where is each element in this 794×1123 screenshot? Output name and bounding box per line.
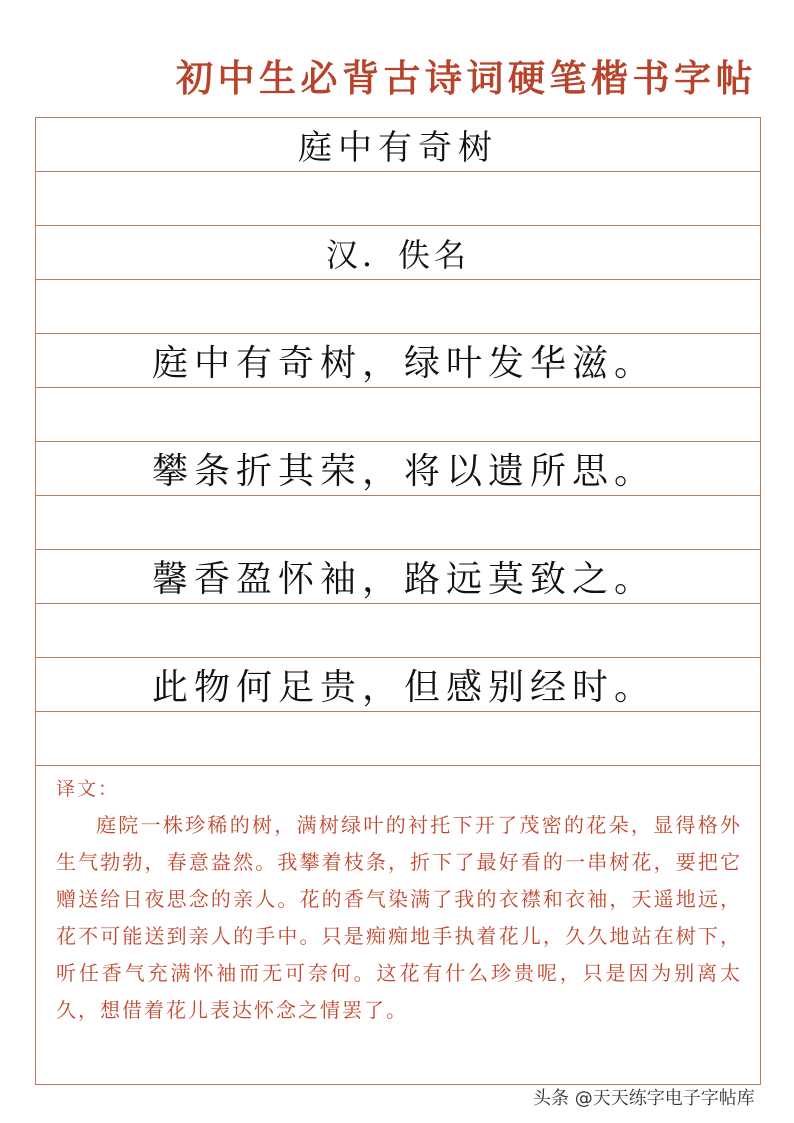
translation-label: 译文： xyxy=(56,778,120,800)
poem-title: 庭中有奇树 xyxy=(36,118,760,172)
poem-line-1: 庭中有奇树，绿叶发华滋。 xyxy=(36,334,760,388)
watermark: 头条 @天天练字电子字帖库 xyxy=(533,1088,755,1109)
blank-practice-row xyxy=(36,496,760,550)
translation-section xyxy=(36,765,760,1084)
poem-line-4: 此物何足贵，但感别经时。 xyxy=(36,658,760,712)
translation-text: 庭院一株珍稀的树，满树绿叶的衬托下开了茂密的花朵，显得格外生气勃勃，春意盎然。我攀着枝条，折下了最好看的一串树花，要把它赠送给日夜思念的亲人。花的香气染满了我的衣襟和衣袖，天遥地远，花不可能送到亲人的手中。只是痴痴地手执着花儿，久久地站在树下，听任香气充满怀袖而无可奈何。这花有什么珍贵呢，只是因为别离太久，想借着花儿表达怀念之情罢了。 xyxy=(56,813,742,1022)
poem-line-3: 馨香盈怀袖，路远莫致之。 xyxy=(36,550,760,604)
blank-practice-row xyxy=(36,712,760,766)
poem-author: 汉．佚名 xyxy=(36,226,760,280)
blank-practice-row xyxy=(36,604,760,658)
blank-practice-row xyxy=(36,172,760,226)
poem-line-2: 攀条折其荣，将以遗所思。 xyxy=(36,442,760,496)
copybook-sheet xyxy=(35,117,761,1085)
blank-practice-row xyxy=(36,388,760,442)
blank-practice-row xyxy=(36,280,760,334)
page-header-title: 初中生必背古诗词硬笔楷书字帖 xyxy=(176,56,757,100)
